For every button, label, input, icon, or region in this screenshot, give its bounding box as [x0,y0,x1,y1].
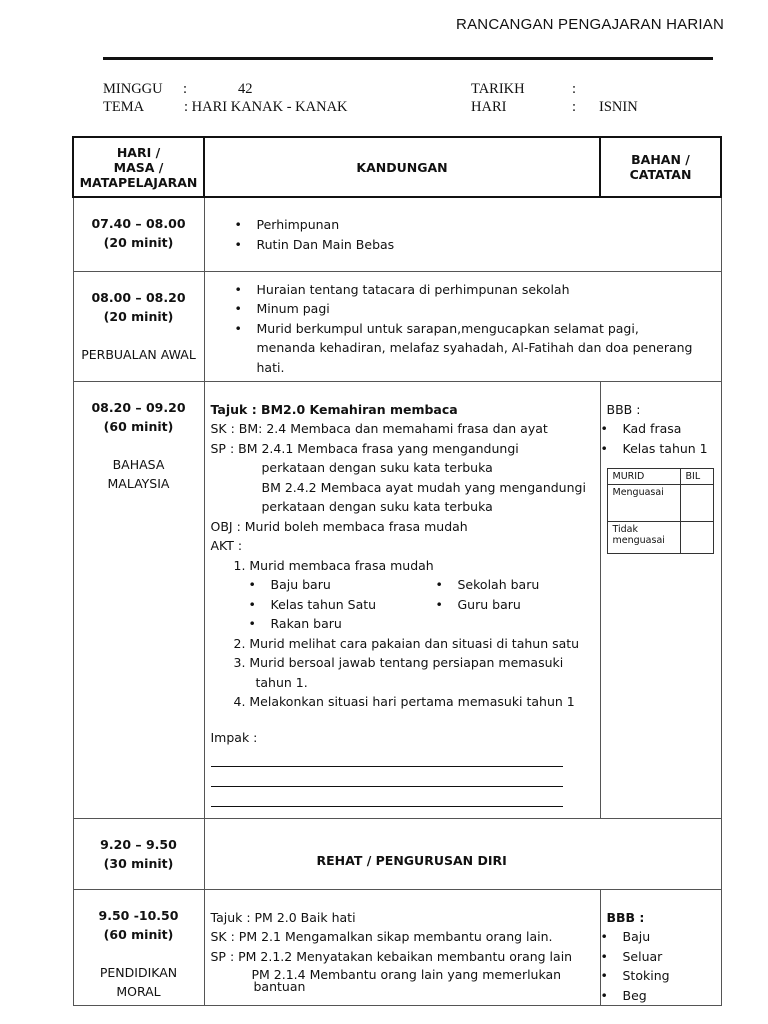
sp-line: perkataan dengan suku kata terbuka [261,460,493,475]
step-line: 2. Murid melihat cara pakaian dan situasi di tahun satu [233,635,580,651]
sp-line: BM 2.4.2 Membaca ayat mudah yang mengandungi [261,479,586,495]
hari-value: ISNIN [599,99,638,115]
mastery-count [680,522,713,554]
impak-line [211,747,563,767]
mastery-header-murid: MURID [607,469,680,485]
table-row [73,381,721,818]
table-row [73,271,721,381]
time-cell [73,889,204,1006]
content-cell [204,889,600,1006]
col-header-bahan [600,137,721,197]
time-cell [73,381,204,818]
impak-label: Impak : [210,729,258,745]
table-row [73,818,721,889]
list-item: • Baju baru [271,575,398,595]
subject-label: PERBUALAN AWAL [81,346,196,362]
tema-label: TEMA [103,99,145,115]
list-item: • Kelas tahun Satu [271,595,398,615]
list-item: • Perhimpunan [257,215,721,235]
duration: (30 minit) [103,855,174,871]
header-rule [103,57,713,60]
time-range: 08.20 – 09.20 [91,399,186,415]
sp-line: SP : BM 2.4.1 Membaca frasa yang mengandungi [210,440,519,456]
minggu-sep: : [183,81,188,97]
step-line: tahun 1. [255,674,308,690]
col-header-line: HARI / [116,144,161,160]
time-cell [73,271,204,381]
tema-value: : HARI KANAK - KANAK [184,99,348,115]
content-cell [204,197,721,271]
duration: (20 minit) [103,308,174,324]
list-item: • Guru baru [458,595,540,615]
list-item: • Huraian tentang tatacara di perhimpunan sekolah [257,280,701,300]
bbb-title: BBB : [606,909,645,925]
impak-line [211,767,563,787]
sp-line: PM 2.1.4 Membantu orang lain yang memerlukan [251,967,562,982]
time-cell [73,818,204,889]
col-header-hari [73,137,204,197]
minggu-label: MINGGU [103,81,163,97]
content-cell [204,381,600,818]
akt-line: AKT : [210,538,243,553]
lesson-plan-table [72,136,722,1006]
sk-line: SK : BM: 2.4 Membaca dan memahami frasa dan ayat [210,421,548,436]
list-item: • Seluar [623,947,715,967]
tajuk-line: Tajuk : PM 2.0 Baik hati [210,909,356,925]
step-line: 3. Murid bersoal jawab tentang persiapan memasuki [233,655,564,670]
mastery-row-text: Tidak [612,524,639,535]
list-item: • Kad frasa [623,419,715,439]
impak-line [211,787,563,807]
time-range: 08.00 – 08.20 [91,289,186,305]
subject-label: MALAYSIA [107,475,170,491]
time-range: 07.40 – 08.00 [91,216,186,231]
obj-line: OBJ : Murid boleh membaca frasa mudah [210,518,468,534]
subject-label: MORAL [116,983,161,999]
step-line: 1. Murid membaca frasa mudah [233,557,434,573]
mastery-row-label: Menguasai [607,485,680,522]
mastery-count [680,485,713,522]
sk-line: SK : PM 2.1 Mengamalkan sikap membantu orang lain. [210,929,553,944]
mastery-header-bil: BIL [680,469,713,485]
document-header: RANCANGAN PENGAJARAN HARIAN [456,16,724,33]
duration: (60 minit) [103,418,174,434]
list-item: • Beg [623,986,715,1006]
hari-label: HARI [471,99,507,115]
minggu-value: 42 [238,81,253,97]
bahan-cell [600,889,721,1006]
mastery-row-label [607,522,680,554]
bbb-title: BBB : [606,401,641,417]
subject-label: BAHASA [112,456,165,472]
col-header-line: MASA / [113,159,164,175]
tarikh-label: TARIKH [471,81,525,97]
tajuk-line: Tajuk : BM2.0 Kemahiran membaca [210,401,458,417]
list-item: • Rakan baru [271,614,398,634]
rehat-cell: REHAT / PENGURUSAN DIRI [204,818,721,889]
col-header-line: BAHAN / [631,152,690,167]
subject-label: PENDIDIKAN [99,964,178,980]
bahan-cell [600,381,721,818]
list-item: • Murid berkumpul untuk sarapan,mengucapkan selamat pagi, menanda kehadiran, melafaz syahadah, Al-Fatihah dan doa penerang hati. [257,319,701,378]
list-item: • Kelas tahun 1 [623,439,715,459]
list-item: • Sekolah baru [458,575,540,595]
duration: (60 minit) [103,926,174,942]
col-header-line: MATAPELAJARAN [79,174,198,190]
list-item: • Rutin Dan Main Bebas [257,235,721,255]
frasa-list [211,575,596,634]
duration: (20 minit) [103,235,174,250]
sp-line: SP : PM 2.1.2 Menyatakan kebaikan membantu orang lain [210,948,573,964]
col-header-line: CATATAN [629,167,692,182]
table-row [73,889,721,1006]
step-line: 4. Melakonkan situasi hari pertama memasuki tahun 1 [233,694,575,709]
col-header-kandungan: KANDUNGAN [204,137,600,197]
list-item: • Stoking [623,966,715,986]
sp-line: perkataan dengan suku kata terbuka [261,499,493,514]
hari-sep: : [572,99,577,115]
sp-line: bantuan [253,979,306,994]
table-row [73,197,721,271]
content-cell [204,271,721,381]
tarikh-sep: : [572,81,577,97]
time-cell [73,197,204,271]
time-range: 9.20 – 9.50 [100,836,177,852]
mastery-table [607,468,714,554]
mastery-row-text: menguasai [612,535,665,546]
list-item: • Baju [623,927,715,947]
list-item: • Minum pagi [257,299,701,319]
time-range: 9.50 -10.50 [98,907,179,923]
